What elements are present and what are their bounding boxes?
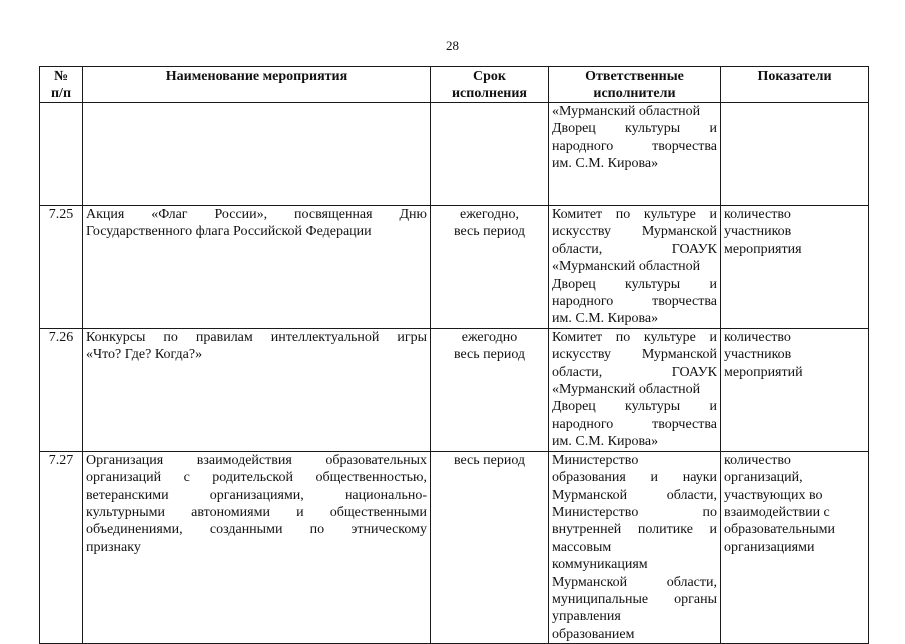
cell-name xyxy=(83,206,431,329)
resp-line: им. С.М. Кирова» xyxy=(552,434,659,450)
cell-num: 7.27 xyxy=(40,451,83,643)
header-term-line: Срок xyxy=(473,69,506,84)
resp-line: Комитет по культуре и xyxy=(552,329,717,345)
table-row xyxy=(40,206,869,329)
resp-line: народного творчества xyxy=(552,416,717,432)
resp-line: муниципальные органы xyxy=(552,591,717,607)
term-line: ежегодно, xyxy=(459,207,520,222)
resp-line: народного творчества xyxy=(552,138,717,154)
resp-line: внутренней политике и xyxy=(552,522,717,538)
cell-responsible xyxy=(549,103,721,206)
header-ind-text: Показатели xyxy=(757,69,832,84)
resp-line: «Мурманский областной xyxy=(552,259,701,275)
cell-name xyxy=(83,451,431,643)
header-num-line: № xyxy=(53,69,69,84)
resp-line: им. С.М. Кирова» xyxy=(552,311,659,327)
resp-line: управления xyxy=(552,609,621,625)
resp-line: Мурманской области, xyxy=(552,487,717,503)
header-resp-line: исполнители xyxy=(593,86,676,101)
cell-term xyxy=(431,103,549,206)
ind-line: участвующих во xyxy=(724,487,823,503)
header-name xyxy=(83,67,431,103)
header-resp-line: Ответственные xyxy=(585,69,684,84)
page-number: 28 xyxy=(446,38,459,53)
term-line: весь период xyxy=(453,224,526,240)
term-line: весь период xyxy=(453,452,526,468)
cell-indicators xyxy=(721,206,869,329)
cell-num: 7.26 xyxy=(40,328,83,451)
ind-line: участников xyxy=(724,347,792,363)
ind-line: участников xyxy=(724,224,792,240)
resp-line: образованием xyxy=(552,626,635,642)
resp-line: «Мурманский областной xyxy=(552,382,701,398)
header-num xyxy=(40,67,83,103)
cell-num xyxy=(40,103,83,206)
header-responsible xyxy=(549,67,721,103)
resp-line: Министерство xyxy=(552,452,639,468)
resp-line: Мурманской области, xyxy=(552,574,717,590)
cell-name xyxy=(83,328,431,451)
header-name-text: Наименование мероприятия xyxy=(165,69,348,84)
header-num-line: п/п xyxy=(50,86,72,101)
name-line: Организация взаимодействия образовательных xyxy=(86,452,427,468)
cell-responsible xyxy=(549,451,721,643)
resp-line: области, ГОАУК xyxy=(552,241,717,257)
resp-line: народного творчества xyxy=(552,294,717,310)
name-line: Конкурсы по правилам интеллектуальной игры xyxy=(86,329,427,345)
resp-line: Комитет по культуре и xyxy=(552,207,717,222)
resp-line: им. С.М. Кирова» xyxy=(552,156,659,172)
ind-line: количество xyxy=(724,329,791,345)
table-row xyxy=(40,328,869,451)
cell-term xyxy=(431,451,549,643)
resp-line: массовым xyxy=(552,539,612,555)
cell-term xyxy=(431,328,549,451)
resp-line: Дворец культуры и xyxy=(552,276,717,292)
resp-line: «Мурманский областной xyxy=(552,104,701,119)
header-term xyxy=(431,67,549,103)
resp-line: искусству Мурманской xyxy=(552,224,717,240)
ind-line: мероприятий xyxy=(724,364,803,380)
ind-line: взаимодействии с xyxy=(724,504,830,520)
name-line: Государственного флага Российской Федерации xyxy=(86,224,372,240)
ind-line: образовательными xyxy=(724,522,836,538)
name-line: ветеранскими организациями, национально- xyxy=(86,487,427,503)
ind-line: количество xyxy=(724,452,791,468)
ind-line: организаций, xyxy=(724,470,803,486)
cell-responsible xyxy=(549,206,721,329)
name-line: «Что? Где? Когда?» xyxy=(86,347,203,363)
name-line: признаку xyxy=(86,539,141,555)
ind-line: мероприятия xyxy=(724,241,802,257)
name-line: Акция «Флаг России», посвященная Дню xyxy=(86,207,427,222)
term-line: весь период xyxy=(453,347,526,363)
header-term-line: исполнения xyxy=(451,86,527,101)
ind-line: организациями xyxy=(724,539,815,555)
resp-line: Дворец культуры и xyxy=(552,399,717,415)
cell-responsible xyxy=(549,328,721,451)
cell-indicators xyxy=(721,103,869,206)
cell-indicators xyxy=(721,451,869,643)
resp-line: искусству Мурманской xyxy=(552,347,717,363)
name-line: объединениями, созданными по этническому xyxy=(86,522,427,538)
table-row xyxy=(40,451,869,643)
cell-num: 7.25 xyxy=(40,206,83,329)
cell-name xyxy=(83,103,431,206)
events-table xyxy=(39,66,869,644)
term-line: ежегодно xyxy=(461,329,518,345)
resp-line: области, ГОАУК xyxy=(552,364,717,380)
resp-line: Дворец культуры и xyxy=(552,121,717,137)
resp-line: образования и науки xyxy=(552,470,717,486)
table-row xyxy=(40,103,869,206)
cell-indicators xyxy=(721,328,869,451)
name-line: культурными автономиями и общественными xyxy=(86,504,427,520)
table-header-row xyxy=(40,67,869,103)
name-line: организаций с родительской общественностью, xyxy=(86,470,427,486)
ind-line: количество xyxy=(724,207,791,222)
header-indicators xyxy=(721,67,869,103)
cell-term xyxy=(431,206,549,329)
resp-line: Министерство по xyxy=(552,504,717,520)
resp-line: коммуникациям xyxy=(552,557,648,573)
